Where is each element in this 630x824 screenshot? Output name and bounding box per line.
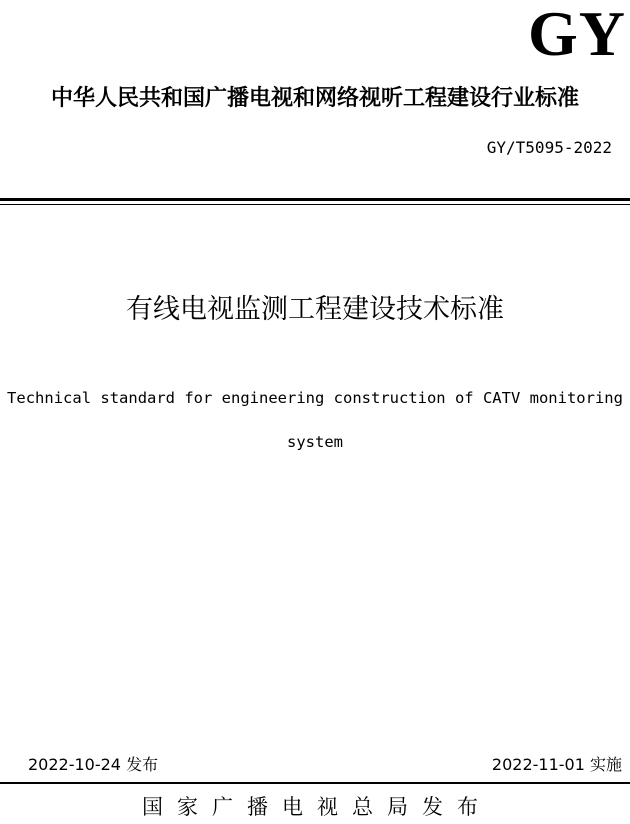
footer-rule bbox=[0, 782, 630, 784]
title-english-line-1: Technical standard for engineering construction of CATV monitoring bbox=[7, 389, 623, 407]
header-rule-thick bbox=[0, 198, 630, 201]
issuer: 国家广播电视总局发布 bbox=[142, 795, 492, 819]
standard-category: 中华人民共和国广播电视和网络视听工程建设行业标准 bbox=[50, 86, 579, 111]
header-rule-thin bbox=[0, 204, 630, 205]
title-english bbox=[0, 376, 630, 464]
gy-logo: GY bbox=[528, 0, 626, 69]
title-english-line-2: system bbox=[287, 433, 343, 451]
implementation-date: 2022-11-01 实施 bbox=[491, 755, 622, 774]
title-chinese: 有线电视监测工程建设技术标准 bbox=[126, 294, 504, 325]
issue-date: 2022-10-24 发布 bbox=[28, 755, 159, 774]
standard-number: GY/T5095-2022 bbox=[486, 138, 612, 157]
